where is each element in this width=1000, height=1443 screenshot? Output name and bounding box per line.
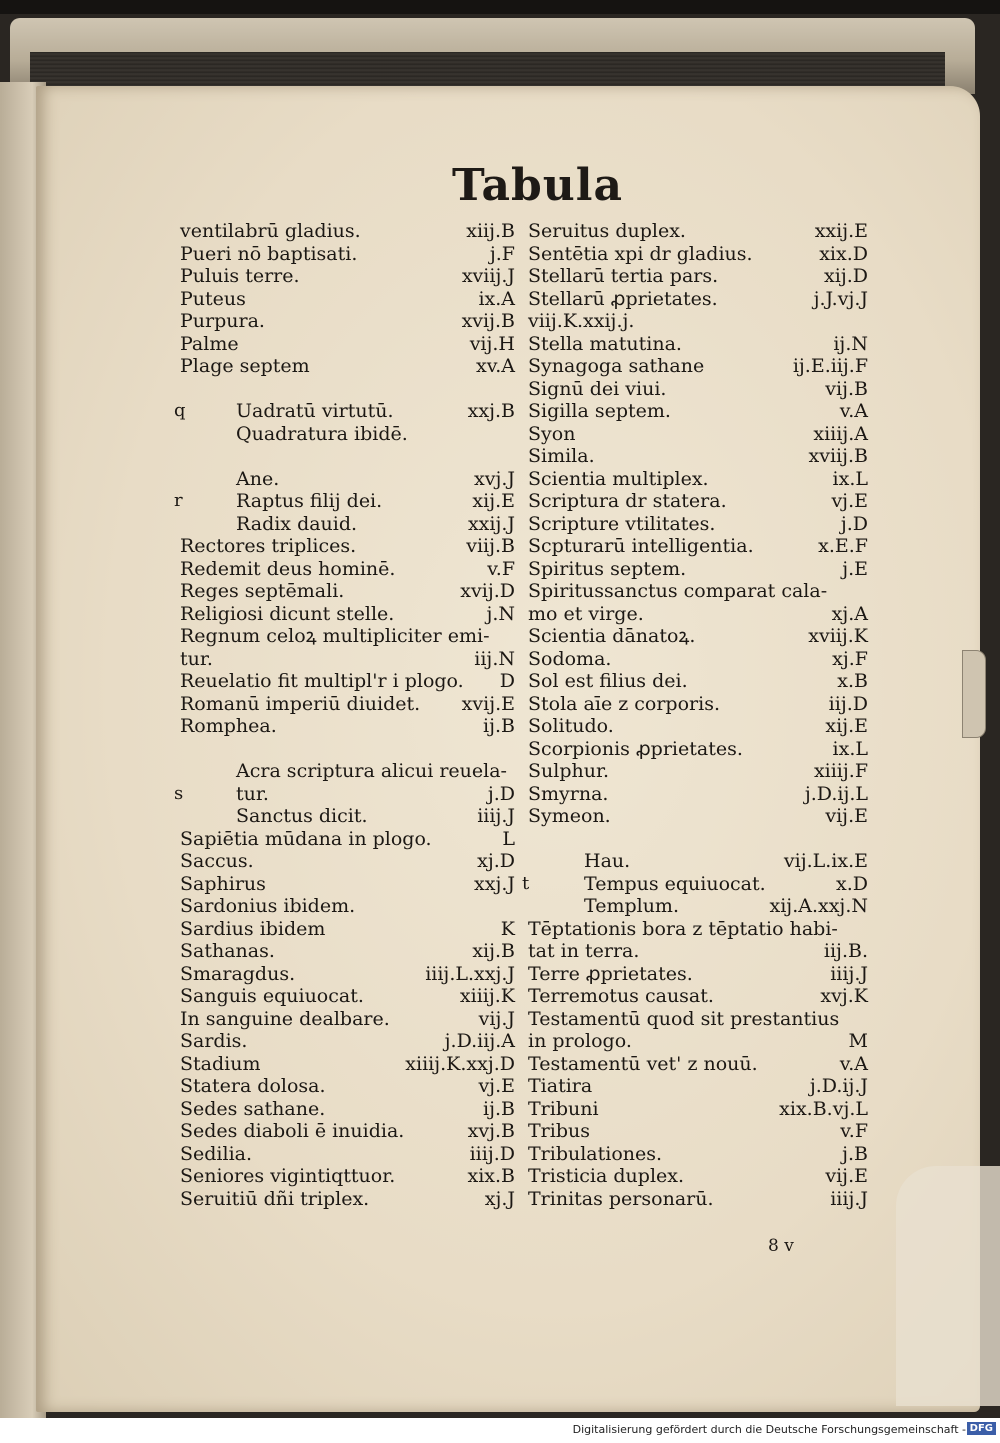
index-entry <box>180 715 515 738</box>
entry-reference: vj.E <box>831 490 868 512</box>
entry-reference: xvij.D <box>460 580 515 602</box>
index-entry <box>180 828 515 851</box>
index-entry <box>528 243 868 266</box>
entry-term: viij.K.xxij.j. <box>528 310 635 332</box>
page-title: Tabula <box>452 160 624 211</box>
entry-term: Sathanas. <box>180 940 275 962</box>
entry-reference: xxij.J <box>467 512 515 535</box>
index-entry <box>180 333 515 356</box>
index-entry <box>180 558 515 581</box>
index-entry <box>522 872 868 896</box>
entry-reference: iij.N <box>474 647 515 670</box>
entry-reference: iij.B. <box>823 940 868 962</box>
index-entry <box>528 220 868 243</box>
entry-reference: vij.E <box>825 805 868 827</box>
entry-term: Tēptationis bora z tēptatio habi- <box>528 917 838 940</box>
entry-term: Testamentū quod sit prestantius <box>528 1007 840 1030</box>
entry-reference: xxj.B <box>467 400 515 422</box>
entry-reference: v.F <box>840 1120 868 1142</box>
entry-term: Solitudo. <box>528 715 614 737</box>
entry-reference: vij.B <box>825 377 868 400</box>
index-entry <box>180 355 515 378</box>
entry-reference: x.B <box>837 670 868 692</box>
entry-term: Reges septēmali. <box>180 580 345 602</box>
entry-term: Pueri nō baptisati. <box>180 242 358 265</box>
entry-reference: xviij.B <box>808 445 868 467</box>
entry-term: Trinitas personarū. <box>528 1187 714 1210</box>
entry-reference: ij.B <box>483 715 515 737</box>
entry-reference: j.N <box>486 602 515 625</box>
entry-term: Tribulationes. <box>528 1142 663 1165</box>
entry-reference: xiiij.K <box>459 985 515 1007</box>
index-entry <box>528 918 868 941</box>
entry-reference: j.J.vj.J <box>813 287 868 310</box>
entry-term: Tempus equiuocat. <box>584 872 766 895</box>
entry-reference: x.E.F <box>818 535 868 557</box>
entry-term: in prologo. <box>528 1030 632 1052</box>
entry-term: In sanguine dealbare. <box>180 1007 390 1030</box>
entry-reference: xvij.E <box>461 692 515 715</box>
entry-reference: v.A <box>839 400 868 422</box>
entry-reference: j.E <box>842 557 868 580</box>
entry-reference: x.D <box>836 872 868 895</box>
entry-term: Puluis terre. <box>180 265 300 287</box>
entry-reference: xv.A <box>476 355 515 377</box>
entry-reference: ix.L <box>832 737 868 760</box>
index-entry <box>528 1165 868 1188</box>
index-entry <box>180 1098 515 1121</box>
entry-reference: xxj.J <box>474 872 515 895</box>
index-entry <box>180 423 515 446</box>
index-entry <box>528 670 868 693</box>
footer-bar <box>0 1418 1000 1443</box>
index-entry <box>528 580 868 603</box>
index-column-left <box>174 220 515 1210</box>
index-entry <box>528 985 868 1008</box>
footer-credit: Digitalisierung gefördert durch die Deutsche Forschungsgemeinschaft - <box>572 1423 966 1436</box>
index-entry <box>180 940 515 963</box>
entry-term: tat in terra. <box>528 940 640 962</box>
index-entry <box>528 1030 868 1053</box>
entry-reference: xvij.B <box>461 310 515 332</box>
entry-reference: xj.F <box>832 647 868 670</box>
entry-term: Syon <box>528 422 576 445</box>
index-entry <box>528 265 868 288</box>
entry-term: Smyrna. <box>528 782 609 805</box>
entry-reference: vj.E <box>478 1075 515 1097</box>
index-entry <box>528 558 868 581</box>
index-entry <box>180 895 515 918</box>
entry-reference: vij.H <box>469 332 515 355</box>
index-entry <box>528 423 868 446</box>
section-letter: s <box>174 782 184 804</box>
index-entry <box>528 738 868 761</box>
index-entry <box>528 805 868 828</box>
index-entry <box>528 1098 868 1121</box>
index-entry <box>180 220 515 243</box>
index-entry <box>180 310 515 333</box>
entry-term: Sardius ibidem <box>180 917 326 940</box>
entry-term: Seniores vigintiqttuor. <box>180 1165 396 1187</box>
entry-reference: iiij.J <box>477 805 515 827</box>
entry-reference: xj.J <box>484 1187 515 1210</box>
entry-reference: xij.D <box>824 265 868 287</box>
page-tab <box>962 650 986 738</box>
entry-reference: ix.L <box>832 467 868 490</box>
index-entry <box>528 715 868 738</box>
entry-reference: xiij.B <box>466 220 515 242</box>
index-entry <box>528 828 868 851</box>
entry-reference: j.D.ij.L <box>804 782 868 805</box>
entry-reference: iiij.L.xxj.J <box>425 962 515 985</box>
index-entry <box>528 378 868 401</box>
entry-term: Sulphur. <box>528 760 610 782</box>
entry-reference: K <box>500 917 515 940</box>
entry-reference: xiiij.A <box>813 422 868 445</box>
entry-term: Terre ꝓprietates. <box>528 962 693 985</box>
index-entry <box>528 535 868 558</box>
entry-reference: ij.N <box>833 332 868 355</box>
entry-term: Rectores triplices. <box>180 535 357 557</box>
entry-reference: D <box>499 670 515 692</box>
entry-reference: xviij.J <box>461 265 515 287</box>
index-entry <box>528 625 868 648</box>
entry-reference: xj.D <box>477 850 515 872</box>
entry-reference: xij.E <box>472 490 515 512</box>
entry-term: Plage septem <box>180 355 310 377</box>
index-entry <box>180 1120 515 1143</box>
index-entry <box>180 1008 515 1031</box>
entry-term: mo et virge. <box>528 602 644 625</box>
index-entry <box>528 603 868 626</box>
index-entry <box>180 693 515 716</box>
entry-term: Sodoma. <box>528 647 612 670</box>
index-entry <box>528 445 868 468</box>
entry-term: Symeon. <box>528 805 611 827</box>
index-entry <box>180 648 515 671</box>
entry-reference: iiij.D <box>469 1142 515 1165</box>
index-entry <box>528 400 868 423</box>
index-entry <box>180 805 515 828</box>
entry-term: Scientia dānatoꝝ. <box>528 625 696 647</box>
index-entry <box>528 310 868 333</box>
index-entry <box>180 445 515 468</box>
index-entry <box>180 760 515 783</box>
section-letter: t <box>522 872 530 894</box>
index-entry <box>174 782 515 806</box>
entry-reference: j.D <box>840 512 868 535</box>
entry-term: Sedes diaboli ē inuidia. <box>180 1120 405 1142</box>
entry-term: Smaragdus. <box>180 962 296 985</box>
index-entry <box>174 400 515 423</box>
entry-term: Seruitus duplex. <box>528 220 686 242</box>
index-entry <box>180 1053 515 1076</box>
entry-term: Redemit deus hominē. <box>180 557 396 580</box>
entry-term: Simila. <box>528 445 595 467</box>
entry-reference: iiij.J <box>830 962 868 985</box>
entry-term: Sentētia xpi dr gladius. <box>528 242 753 265</box>
index-entry <box>180 535 515 558</box>
entry-term: Reuelatio fit multipl'r i plogo. <box>180 670 464 692</box>
signature-mark: 8 v <box>768 1236 794 1256</box>
index-entry <box>528 1053 868 1076</box>
index-entry <box>528 490 868 513</box>
entry-term: Saccus. <box>180 850 254 872</box>
entry-reference: L <box>502 827 515 850</box>
entry-term: Sol est filius dei. <box>528 670 688 692</box>
index-column-right <box>522 220 868 1210</box>
entry-term: Scientia multiplex. <box>528 467 709 490</box>
entry-term: Sardonius ibidem. <box>180 895 356 917</box>
entry-term: Tribuni <box>528 1097 599 1120</box>
entry-term: Scripture vtilitates. <box>528 512 716 535</box>
entry-reference: xviij.K <box>808 625 868 647</box>
index-entry <box>528 940 868 963</box>
entry-term: Stadium <box>180 1052 261 1075</box>
entry-reference: vij.L.ix.E <box>783 850 868 872</box>
entry-term: Raptus filij dei. <box>236 490 383 512</box>
entry-reference: xij.B <box>472 940 515 962</box>
index-entry <box>180 850 515 873</box>
index-entry <box>528 1120 868 1143</box>
dfg-logo: DFG <box>967 1422 996 1435</box>
entry-reference: vij.E <box>825 1165 868 1187</box>
entry-term: Saphirus <box>180 872 266 895</box>
entry-term: Tribus <box>528 1120 590 1142</box>
entry-reference: xvj.K <box>820 985 868 1007</box>
entry-reference: j.F <box>489 242 515 265</box>
index-entry <box>180 963 515 986</box>
index-entry <box>528 1008 868 1031</box>
entry-reference: xj.A <box>831 602 868 625</box>
entry-reference: j.D.ij.J <box>809 1075 868 1097</box>
entry-reference: v.A <box>839 1052 868 1075</box>
entry-term: Quadratura ibidē. <box>236 422 408 445</box>
entry-term: Radix dauid. <box>236 512 358 535</box>
index-entry <box>528 288 868 311</box>
entry-term: Sigilla septem. <box>528 400 671 422</box>
entry-term: Spiritus septem. <box>528 557 687 580</box>
index-entry <box>180 918 515 941</box>
index-entry <box>180 1143 515 1166</box>
entry-term: Romphea. <box>180 715 277 737</box>
entry-reference: xvj.B <box>467 1120 515 1142</box>
entry-reference: xiiij.F <box>813 760 868 782</box>
entry-reference: xij.E <box>825 715 868 737</box>
index-entry <box>174 490 515 513</box>
index-entry <box>528 895 868 918</box>
entry-term: Purpura. <box>180 310 265 332</box>
entry-reference: j.B <box>842 1142 868 1165</box>
entry-term: Scriptura dr statera. <box>528 490 727 512</box>
entry-term: Tristicia duplex. <box>528 1165 685 1187</box>
index-entry <box>528 783 868 806</box>
entry-term: Hau. <box>584 850 631 872</box>
index-entry <box>180 1030 515 1053</box>
index-entry <box>180 738 515 761</box>
entry-reference: iij.D <box>828 692 868 715</box>
index-entry <box>180 243 515 266</box>
entry-term: Stola aīe z corporis. <box>528 692 720 715</box>
index-entry <box>180 513 515 536</box>
entry-term: Sedilia. <box>180 1142 253 1165</box>
index-entry <box>528 963 868 986</box>
entry-term: Synagoga sathane <box>528 355 705 377</box>
index-entry <box>528 513 868 536</box>
index-entry <box>180 1165 515 1188</box>
entry-term: Stellarū ꝓprietates. <box>528 287 718 310</box>
index-entry <box>180 580 515 603</box>
scan-background <box>0 0 1000 14</box>
entry-reference: iiij.J <box>830 1187 868 1210</box>
index-entry <box>528 693 868 716</box>
entry-reference: xix.D <box>819 242 868 265</box>
entry-reference: M <box>848 1030 868 1052</box>
entry-term: Sedes sathane. <box>180 1097 326 1120</box>
entry-reference: xxij.E <box>814 220 868 242</box>
index-entry <box>180 670 515 693</box>
book-fore-edge <box>10 18 975 94</box>
page-stain <box>896 1166 1000 1406</box>
entry-term: Sardis. <box>180 1030 248 1052</box>
entry-reference: ij.E.iij.F <box>792 355 868 377</box>
index-entry <box>180 265 515 288</box>
index-entry <box>180 873 515 896</box>
entry-reference: xvj.J <box>474 467 515 490</box>
entry-reference: ix.A <box>478 287 515 310</box>
index-entry <box>180 468 515 491</box>
index-entry <box>528 333 868 356</box>
index-entry <box>528 648 868 671</box>
entry-term: Spiritussanctus comparat cala- <box>528 580 828 602</box>
entry-term: Scorpionis ꝓprietates. <box>528 737 743 760</box>
entry-term: Palme <box>180 332 239 355</box>
index-entry <box>528 1075 868 1098</box>
entry-term: Acra scriptura alicui reuela- <box>236 760 507 782</box>
index-entry <box>528 1143 868 1166</box>
entry-term: Stellarū tertia pars. <box>528 265 719 287</box>
index-entry <box>180 603 515 626</box>
index-entry <box>180 1075 515 1098</box>
entry-term: tur. <box>180 647 213 670</box>
entry-term: Sapiētia mūdana in plogo. <box>180 827 432 850</box>
entry-reference: xij.A.xxj.N <box>769 895 868 917</box>
entry-term: Statera dolosa. <box>180 1075 326 1097</box>
index-entry <box>180 1188 515 1211</box>
entry-term: ventilabrū gladius. <box>180 220 361 242</box>
index-entry <box>528 760 868 783</box>
index-entry <box>180 288 515 311</box>
entry-term: Sanguis equiuocat. <box>180 985 364 1007</box>
section-letter: q <box>174 400 186 421</box>
index-entry <box>528 850 868 873</box>
entry-term: Scpturarū intelligentia. <box>528 535 754 557</box>
entry-term: Stella matutina. <box>528 332 682 355</box>
entry-term: Ane. <box>236 467 280 490</box>
entry-reference: vij.J <box>478 1007 515 1030</box>
entry-reference: xix.B <box>467 1165 515 1187</box>
entry-term: Sanctus dicit. <box>236 805 368 827</box>
index-entry <box>528 1188 868 1211</box>
entry-reference: xiiij.K.xxj.D <box>405 1052 515 1075</box>
entry-reference: j.D <box>487 782 515 805</box>
entry-term: tur. <box>236 782 269 805</box>
entry-term: Signū dei viui. <box>528 377 667 400</box>
index-entry <box>180 625 515 648</box>
entry-term: Puteus <box>180 287 246 310</box>
entry-reference: j.D.iij.A <box>444 1030 515 1052</box>
entry-term: Templum. <box>584 895 679 917</box>
entry-term: Seruitiū dñi triplex. <box>180 1187 370 1210</box>
section-letter: r <box>174 490 183 511</box>
entry-term: Religiosi dicunt stelle. <box>180 602 395 625</box>
entry-term: Regnum celoꝝ multipliciter emi- <box>180 625 490 647</box>
entry-term: Uadratū virtutū. <box>236 400 394 422</box>
entry-term: Terremotus causat. <box>528 985 714 1007</box>
entry-reference: viij.B <box>466 535 515 557</box>
entry-term: Romanū imperiū diuidet. <box>180 692 421 715</box>
entry-reference: ij.B <box>483 1097 515 1120</box>
index-entry <box>180 985 515 1008</box>
index-entry <box>528 355 868 378</box>
index-entry <box>528 468 868 491</box>
index-entry <box>180 378 515 401</box>
entry-term: Testamentū vet' z nouū. <box>528 1052 758 1075</box>
entry-reference: xix.B.vj.L <box>779 1097 868 1120</box>
entry-term: Tiatira <box>528 1075 593 1097</box>
entry-reference: v.F <box>487 557 515 580</box>
